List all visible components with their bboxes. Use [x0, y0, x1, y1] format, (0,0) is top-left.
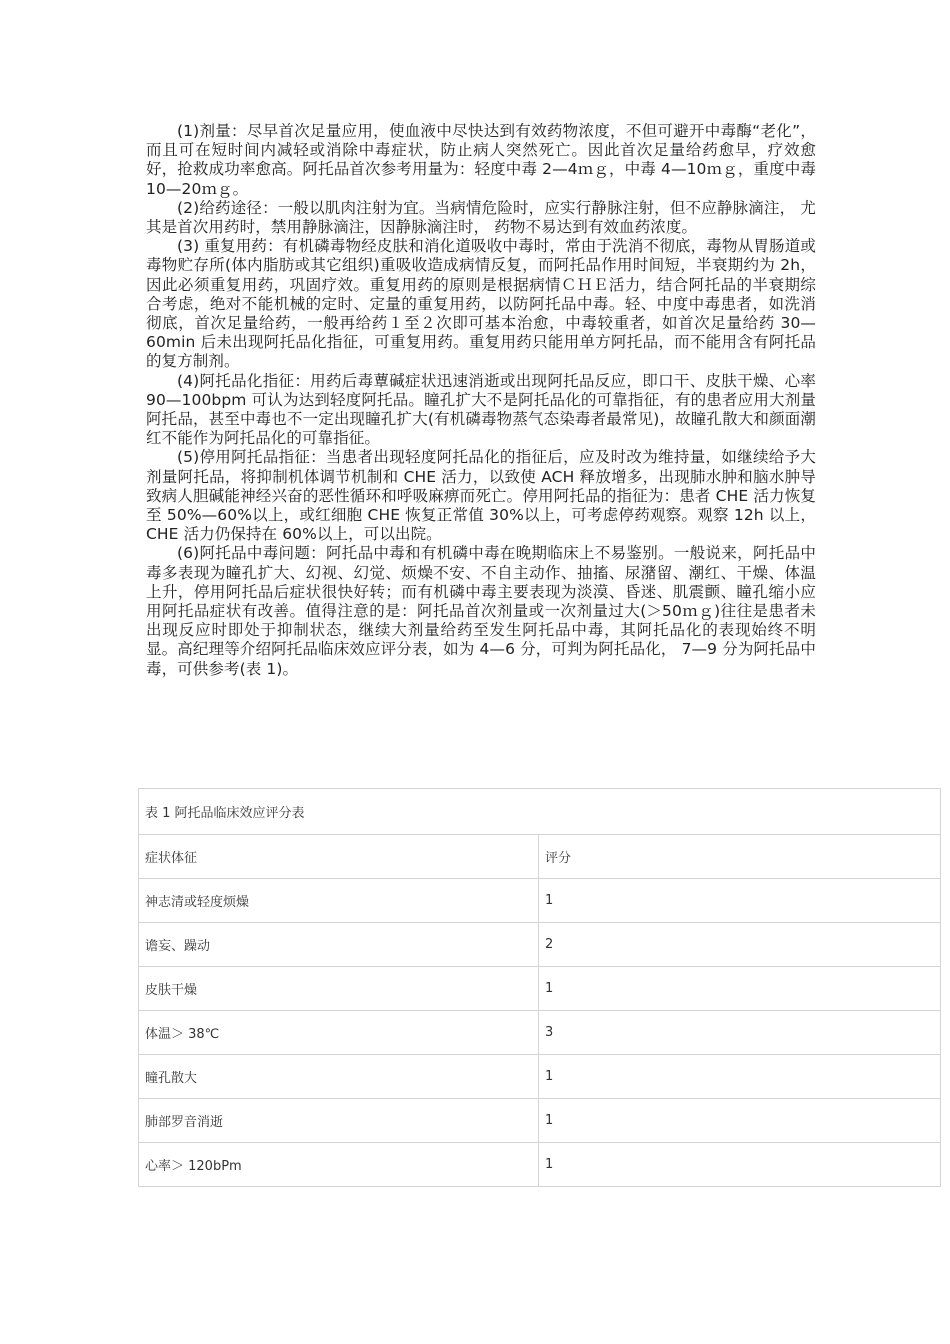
table-row — [139, 879, 941, 923]
table-row — [139, 923, 941, 967]
atropine-score-table — [138, 788, 941, 1187]
cell-symptom: 体温＞ 38℃ — [139, 1011, 539, 1055]
cell-score: 1 — [539, 879, 941, 923]
paragraph-repeat-dosing: (3) 重复用药：有机磷毒物经皮肤和消化道吸收中毒时，常由于洗消不彻底，毒物从胃肠道或毒物贮存所(体内脂肪或其它组织)重吸收造成病情反复，而阿托品作用时间短，半衰期约为 2h，因此必须重复用药，巩固疗效。重复用药的原则是根据病情ＣＨＥ活力，结合阿托品的半衰期综合考虑，绝对不能机械的定时、定量的重复用药，以防阿托品中毒。轻、中度中毒患者，如洗消彻底，首次足量给药，一般再给药１至２次即可基本治愈，中毒较重者，如首次足量给药 30—60min 后未出现阿托品化指征，可重复用药。重复用药只能用单方阿托品，而不能用含有阿托品的复方制剂。 — [146, 237, 816, 371]
table-row — [139, 1055, 941, 1099]
table-caption: 表 1 阿托品临床效应评分表 — [139, 789, 941, 835]
cell-symptom: 心率＞ 120bPm — [139, 1143, 539, 1187]
paragraph-dosage: (1)剂量：尽早首次足量应用，使血液中尽快达到有效药物浓度，不但可避开中毒酶“老化”，而且可在短时间内减轻或消除中毒症状，防止病人突然死亡。因此首次足量给药愈早，疗效愈好，抢救成功率愈高。阿托品首次参考用量为：轻度中毒 2—4ｍｇ，中毒 4—10ｍｇ，重度中毒 10—20ｍｇ。 — [146, 122, 816, 198]
paragraph-stop-atropine: (5)停用阿托品指征：当患者出现轻度阿托品化的指征后，应及时改为维持量，如继续给予大剂量阿托品，将抑制机体调节机制和 CHE 活力，以致使 ACH 释放增多，出现肺水肿和脑水肿导致病人胆碱能神经兴奋的恶性循环和呼吸麻痹而死亡。停用阿托品的指征为：患者 CHE 活力恢复至 50%—60%以上，或红细胞 CHE 恢复正常值 30%以上，可考虑停药观察。观察 12h 以上，CHE 活力仍保持在 60%以上，可以出院。 — [146, 448, 816, 544]
paragraph-route: (2)给药途径：一般以肌肉注射为宜。当病情危险时，应实行静脉注射，但不应静脉滴注， 尤其是首次用药时，禁用静脉滴注，因静脉滴注时， 药物不易达到有效血药浓度。 — [146, 198, 816, 237]
table-row — [139, 1011, 941, 1055]
cell-symptom: 谵妄、躁动 — [139, 923, 539, 967]
table-row — [139, 1099, 941, 1143]
cell-score: 3 — [539, 1011, 941, 1055]
cell-symptom: 肺部罗音消逝 — [139, 1099, 539, 1143]
table-row — [139, 967, 941, 1011]
cell-score: 1 — [539, 1143, 941, 1187]
table-row — [139, 1143, 941, 1187]
cell-score: 1 — [539, 1055, 941, 1099]
header-symptom: 症状体征 — [139, 835, 539, 879]
cell-score: 2 — [539, 923, 941, 967]
header-score: 评分 — [539, 835, 941, 879]
table-caption-row — [139, 789, 941, 835]
paragraph-atropine-poisoning: (6)阿托品中毒问题：阿托品中毒和有机磷中毒在晚期临床上不易鉴别。一般说来，阿托品中毒多表现为瞳孔扩大、幻视、幻觉、烦燥不安、不自主动作、抽搐、尿潴留、潮红、干燥、体温上升，停用阿托品后症状很快好转；而有机磷中毒主要表现为淡漠、昏迷、肌震颤、瞳孔缩小应用阿托品症状有改善。值得注意的是：阿托品首次剂量或一次剂量过大(＞50ｍｇ)往往是患者未出现反应时即处于抑制状态，继续大剂量给药至发生阿托品中毒，其阿托品化的表现始终不明显。高纪理等介绍阿托品临床效应评分表，如为 4—6 分，可判为阿托品化， 7—9 分为阿托品中毒，可供参考(表 1)。 — [146, 544, 816, 678]
cell-score: 1 — [539, 967, 941, 1011]
cell-score: 1 — [539, 1099, 941, 1143]
cell-symptom: 皮肤干燥 — [139, 967, 539, 1011]
table-header-row — [139, 835, 941, 879]
cell-symptom: 神志清或轻度烦燥 — [139, 879, 539, 923]
paragraph-atropinization-signs: (4)阿托品化指征：用药后毒蕈碱症状迅速消逝或出现阿托品反应，即口干、皮肤干燥、心率 90—100bpm 可认为达到轻度阿托品。瞳孔扩大不是阿托品化的可靠指征，有的患者应用大剂量阿托品，甚至中毒也不一定出现瞳孔扩大(有机磷毒物蒸气态染毒者最常见)，故瞳孔散大和颜面潮红不能作为阿托品化的可靠指征。 — [146, 371, 816, 448]
document-body — [146, 122, 816, 679]
cell-symptom: 瞳孔散大 — [139, 1055, 539, 1099]
